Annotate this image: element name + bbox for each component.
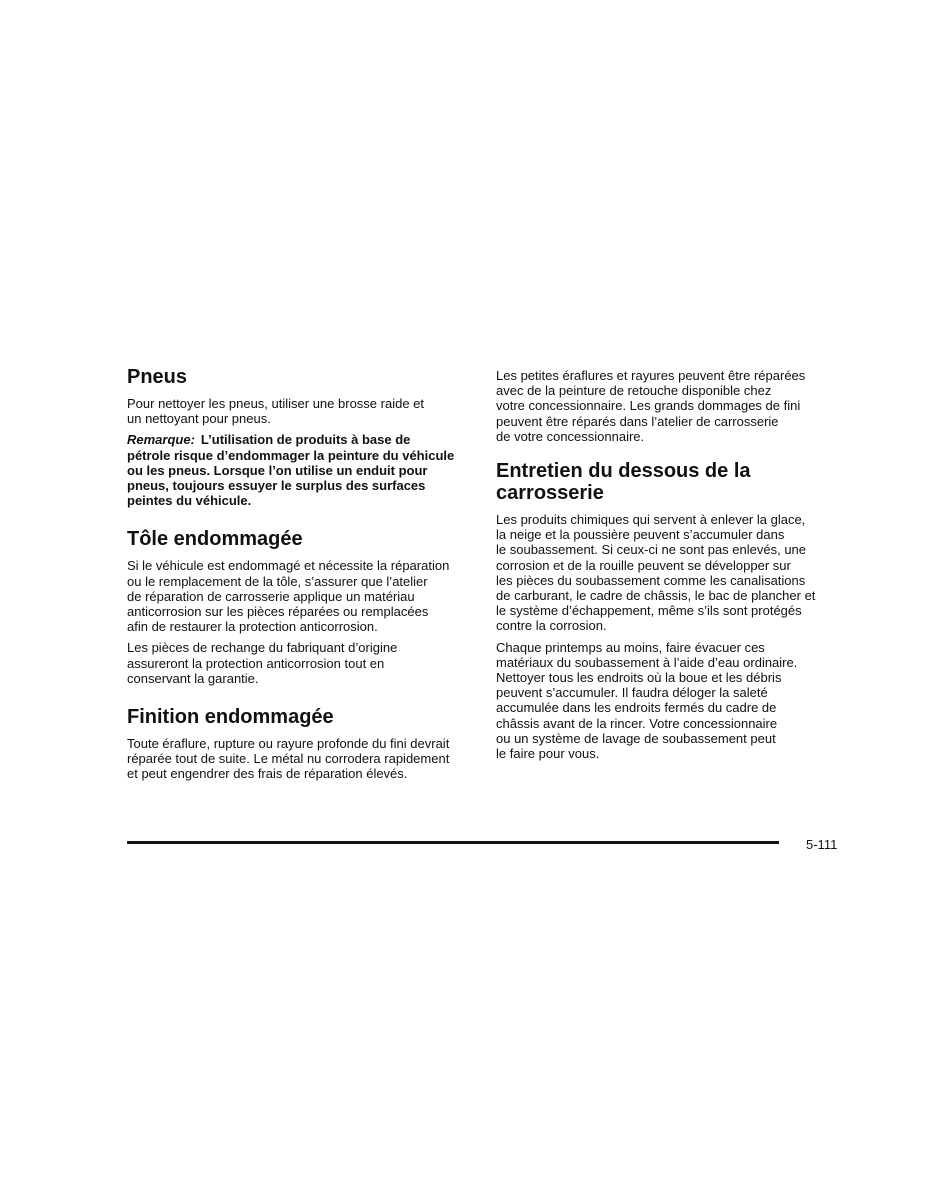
text-line: pneus, toujours essuyer le surplus des surfaces bbox=[127, 478, 426, 494]
text-line: châssis avant de la rincer. Votre concessionnaire bbox=[496, 715, 778, 731]
text-line: corrosion et de la rouille peuvent se développer sur bbox=[496, 557, 791, 573]
text-line: Pour nettoyer les pneus, utiliser une brosse raide et bbox=[127, 396, 425, 411]
heading-line: Entretien du dessous de la bbox=[496, 460, 751, 483]
paragraph-tole-1 bbox=[127, 558, 479, 634]
paragraph-finition bbox=[127, 736, 479, 782]
footer-rule bbox=[127, 841, 779, 844]
paragraph-entretien-2 bbox=[496, 640, 848, 762]
heading-pneus: Pneus bbox=[127, 366, 188, 388]
paragraph-pneus bbox=[127, 396, 479, 426]
page-number: 5-111 bbox=[806, 837, 838, 852]
text-line: réparée tout de suite. Le métal nu corrodera rapidement bbox=[127, 751, 450, 767]
text-line: assureront la protection anticorrosion tout en bbox=[127, 655, 385, 671]
text-line: afin de restaurer la protection anticorrosion. bbox=[127, 619, 378, 635]
heading-line: carrosserie bbox=[496, 482, 604, 505]
text-line: votre concessionnaire. Les grands dommages de fini bbox=[496, 398, 801, 414]
text-line: contre la corrosion. bbox=[496, 618, 607, 634]
heading-finition: Finition endommagée bbox=[127, 706, 334, 729]
right-column bbox=[496, 368, 848, 767]
heading-tole: Tôle endommagée bbox=[127, 528, 303, 551]
text-line: de votre concessionnaire. bbox=[496, 428, 645, 444]
text-line: le soubassement. Si ceux-ci ne sont pas enlevés, une bbox=[496, 542, 807, 558]
text-line: peuvent s’accumuler. Il faudra déloger la saleté bbox=[496, 685, 768, 701]
text-line: Les pièces de rechange du fabriquant d’origine bbox=[127, 640, 398, 656]
paragraph-tole-2 bbox=[127, 640, 479, 686]
text-line: peuvent être réparés dans l’atelier de carrosserie bbox=[496, 413, 779, 429]
spacer bbox=[127, 692, 479, 706]
paragraph-intro bbox=[496, 368, 848, 444]
text-line: de réparation de carrosserie applique un matériau bbox=[127, 588, 415, 604]
text-line: le faire pour vous. bbox=[496, 746, 600, 762]
text-line: conservant la garantie. bbox=[127, 670, 259, 686]
text-line: Les petites éraflures et rayures peuvent être réparées bbox=[496, 368, 806, 383]
text-line: anticorrosion sur les pièces réparées ou remplacées bbox=[127, 604, 429, 620]
note-label: Remarque: bbox=[127, 432, 195, 448]
text-line: peintes du véhicule. bbox=[127, 493, 252, 509]
text-line: L’utilisation de produits à base de bbox=[200, 432, 411, 448]
note-pneus bbox=[127, 432, 479, 508]
text-line: Les produits chimiques qui servent à enlever la glace, bbox=[496, 512, 806, 528]
text-line: accumulée dans les endroits fermés du cadre de bbox=[496, 700, 777, 716]
text-line: et peut engendrer des frais de réparation élevés. bbox=[127, 766, 408, 782]
text-line: un nettoyant pour pneus. bbox=[127, 411, 271, 427]
heading-entretien bbox=[496, 460, 848, 504]
text-line: matériaux du soubassement à l’aide d’eau ordinaire. bbox=[496, 654, 798, 670]
text-line: le système d’échappement, même s’ils sont protégés bbox=[496, 603, 802, 619]
text-line: Toute éraflure, rupture ou rayure profonde du fini devrait bbox=[127, 736, 450, 752]
text-line: de carburant, le cadre de châssis, le bac de plancher et bbox=[496, 588, 816, 604]
text-line: Si le véhicule est endommagé et nécessite la réparation bbox=[127, 558, 450, 574]
left-column bbox=[127, 366, 479, 788]
text-line: les pièces du soubassement comme les canalisations bbox=[496, 572, 806, 588]
paragraph-entretien-1 bbox=[496, 512, 848, 634]
text-line: la neige et la poussière peuvent s’accumuler dans bbox=[496, 527, 785, 543]
text-line: ou les pneus. Lorsque l’on utilise un enduit pour bbox=[127, 462, 428, 478]
spacer bbox=[496, 450, 848, 460]
text-line: Nettoyer tous les endroits où la boue et les débris bbox=[496, 670, 782, 686]
text-line: ou le remplacement de la tôle, s’assurer que l’atelier bbox=[127, 573, 428, 589]
text-line: pétrole risque d’endommager la peinture du véhicule bbox=[127, 447, 455, 463]
spacer bbox=[127, 514, 479, 528]
note-first-line bbox=[127, 432, 479, 447]
text-line: Chaque printemps au moins, faire évacuer ces bbox=[496, 639, 765, 655]
text-line: avec de la peinture de retouche disponible chez bbox=[496, 383, 772, 399]
text-line: ou un système de lavage de soubassement peut bbox=[496, 730, 776, 746]
